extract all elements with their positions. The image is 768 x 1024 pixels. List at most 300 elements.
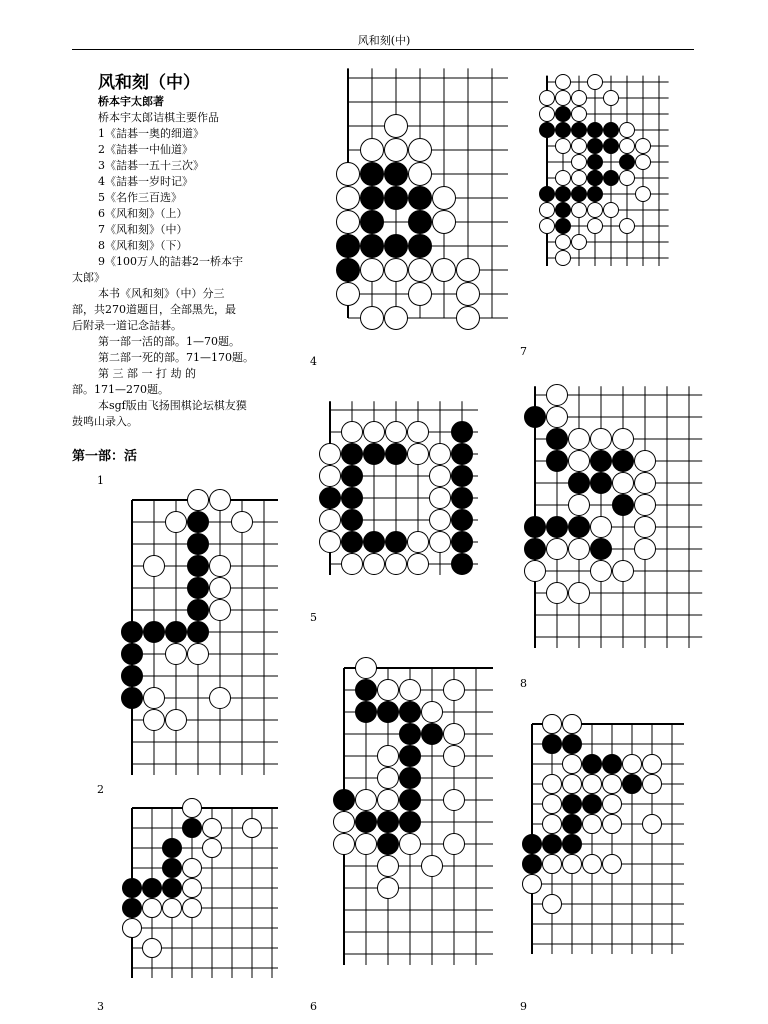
white-stone — [556, 251, 571, 266]
part2-line: 第二部一死的部。71—170题。 — [98, 351, 254, 364]
black-stone — [409, 187, 432, 210]
white-stone — [361, 307, 384, 330]
white-stone — [572, 107, 587, 122]
white-stone — [556, 91, 571, 106]
white-stone — [635, 539, 656, 560]
white-stone — [588, 203, 603, 218]
black-stone — [163, 879, 182, 898]
work-item: 3《詰碁一五十三次》 — [98, 159, 204, 172]
white-stone — [563, 855, 582, 874]
white-stone — [572, 235, 587, 250]
go-diagram-6 — [305, 660, 495, 990]
black-stone — [122, 644, 143, 665]
white-stone — [583, 815, 602, 834]
white-stone — [635, 495, 656, 516]
white-stone — [604, 91, 619, 106]
black-stone — [385, 163, 408, 186]
go-diagram-1 — [100, 488, 280, 778]
black-stone — [613, 495, 634, 516]
black-stone — [342, 488, 363, 509]
black-stone — [603, 755, 622, 774]
black-stone — [452, 466, 473, 487]
intro-text — [72, 72, 272, 430]
white-stone — [320, 510, 341, 531]
white-stone — [635, 473, 656, 494]
black-stone — [583, 795, 602, 814]
problem-number-4: 4 — [310, 355, 317, 368]
white-stone — [547, 385, 568, 406]
white-stone — [210, 556, 231, 577]
white-stone — [540, 203, 555, 218]
white-stone — [408, 532, 429, 553]
white-stone — [430, 532, 451, 553]
black-stone — [563, 815, 582, 834]
black-stone — [400, 702, 421, 723]
white-stone — [378, 790, 399, 811]
white-stone — [430, 444, 451, 465]
white-stone — [613, 473, 634, 494]
part3-line: 第 三 部 一 打 劫 的 — [98, 367, 196, 380]
white-stone — [583, 855, 602, 874]
black-stone — [364, 532, 385, 553]
white-stone — [547, 583, 568, 604]
problem-number-5: 5 — [310, 611, 317, 624]
white-stone — [166, 644, 187, 665]
white-stone — [422, 702, 443, 723]
white-stone — [635, 517, 656, 538]
white-stone — [603, 775, 622, 794]
black-stone — [356, 812, 377, 833]
black-stone — [163, 839, 182, 858]
white-stone — [569, 495, 590, 516]
white-stone — [166, 512, 187, 533]
white-stone — [603, 855, 622, 874]
black-stone — [356, 702, 377, 723]
white-stone — [386, 554, 407, 575]
go-diagram-7 — [520, 72, 700, 312]
white-stone — [144, 688, 165, 709]
white-stone — [385, 115, 408, 138]
black-stone — [540, 123, 555, 138]
white-stone — [543, 775, 562, 794]
white-stone — [210, 490, 231, 511]
white-stone — [166, 710, 187, 731]
book-author: 桥本宇太郎著 — [98, 95, 164, 108]
black-stone — [556, 107, 571, 122]
white-stone — [620, 171, 635, 186]
sgf-credit: 本sgf版由飞扬围棋论坛棋友獏 — [98, 399, 247, 412]
problem-number-1: 1 — [97, 474, 104, 487]
work-item: 5《名作三百选》 — [98, 191, 182, 204]
white-stone — [378, 680, 399, 701]
black-stone — [572, 123, 587, 138]
white-stone — [540, 107, 555, 122]
white-stone — [422, 856, 443, 877]
white-stone — [540, 91, 555, 106]
go-diagram-8 — [515, 380, 705, 650]
black-stone — [361, 211, 384, 234]
white-stone — [591, 429, 612, 450]
white-stone — [563, 775, 582, 794]
white-stone — [547, 539, 568, 560]
black-stone — [385, 235, 408, 258]
white-stone — [144, 710, 165, 731]
white-stone — [613, 561, 634, 582]
white-stone — [569, 429, 590, 450]
white-stone — [572, 139, 587, 154]
black-stone — [543, 735, 562, 754]
white-stone — [604, 203, 619, 218]
white-stone — [334, 812, 355, 833]
white-stone — [572, 203, 587, 218]
black-stone — [452, 510, 473, 531]
white-stone — [320, 444, 341, 465]
black-stone — [604, 139, 619, 154]
white-stone — [613, 429, 634, 450]
black-stone — [122, 688, 143, 709]
black-stone — [361, 235, 384, 258]
black-stone — [422, 724, 443, 745]
white-stone — [444, 790, 465, 811]
part3-line-cont: 部。171—270题。 — [72, 383, 169, 396]
white-stone — [337, 211, 360, 234]
works-heading: 桥本宇太郎诘棋主要作品 — [98, 111, 219, 124]
black-stone — [583, 755, 602, 774]
white-stone — [378, 856, 399, 877]
white-stone — [636, 187, 651, 202]
white-stone — [543, 895, 562, 914]
white-stone — [620, 219, 635, 234]
black-stone — [163, 859, 182, 878]
white-stone — [635, 451, 656, 472]
white-stone — [364, 554, 385, 575]
white-stone — [361, 139, 384, 162]
white-stone — [378, 768, 399, 789]
black-stone — [337, 235, 360, 258]
white-stone — [543, 855, 562, 874]
para-line: 本书《风和刻》（中）分三 — [98, 287, 225, 300]
white-stone — [386, 422, 407, 443]
black-stone — [569, 473, 590, 494]
white-stone — [356, 658, 377, 679]
black-stone — [556, 219, 571, 234]
header-rule — [72, 49, 694, 50]
white-stone — [143, 899, 162, 918]
white-stone — [356, 834, 377, 855]
white-stone — [563, 715, 582, 734]
black-stone — [452, 444, 473, 465]
black-stone — [556, 123, 571, 138]
problem-number-2: 2 — [97, 783, 104, 796]
black-stone — [569, 517, 590, 538]
problem-number-8: 8 — [520, 677, 527, 690]
black-stone — [591, 451, 612, 472]
black-stone — [166, 622, 187, 643]
black-stone — [320, 488, 341, 509]
black-stone — [183, 819, 202, 838]
work-item: 2《詰碁一中仙道》 — [98, 143, 193, 156]
white-stone — [123, 919, 142, 938]
white-stone — [378, 746, 399, 767]
white-stone — [320, 466, 341, 487]
white-stone — [444, 680, 465, 701]
white-stone — [183, 859, 202, 878]
white-stone — [572, 91, 587, 106]
white-stone — [188, 644, 209, 665]
black-stone — [334, 790, 355, 811]
white-stone — [643, 755, 662, 774]
black-stone — [188, 556, 209, 577]
white-stone — [232, 512, 253, 533]
white-stone — [620, 123, 635, 138]
black-stone — [122, 666, 143, 687]
white-stone — [337, 163, 360, 186]
white-stone — [543, 715, 562, 734]
white-stone — [433, 187, 456, 210]
white-stone — [356, 790, 377, 811]
white-stone — [400, 834, 421, 855]
white-stone — [572, 155, 587, 170]
black-stone — [556, 203, 571, 218]
white-stone — [569, 451, 590, 472]
black-stone — [452, 488, 473, 509]
black-stone — [122, 622, 143, 643]
works-list — [72, 126, 272, 286]
white-stone — [547, 407, 568, 428]
white-stone — [203, 819, 222, 838]
go-diagram-4 — [320, 70, 510, 320]
black-stone — [143, 879, 162, 898]
white-stone — [183, 879, 202, 898]
problem-number-3: 3 — [97, 1000, 104, 1013]
white-stone — [556, 75, 571, 90]
work-item: 4《詰碁一岁时记》 — [98, 175, 193, 188]
black-stone — [588, 155, 603, 170]
white-stone — [636, 139, 651, 154]
problem-number-9: 9 — [520, 1000, 527, 1013]
black-stone — [144, 622, 165, 643]
white-stone — [163, 899, 182, 918]
black-stone — [386, 532, 407, 553]
black-stone — [364, 444, 385, 465]
black-stone — [400, 768, 421, 789]
go-diagram-5 — [310, 400, 480, 580]
black-stone — [378, 812, 399, 833]
black-stone — [337, 259, 360, 282]
white-stone — [409, 283, 432, 306]
white-stone — [364, 422, 385, 443]
black-stone — [523, 855, 542, 874]
black-stone — [523, 835, 542, 854]
white-stone — [457, 259, 480, 282]
white-stone — [543, 815, 562, 834]
work-item-cont: 太郎》 — [72, 271, 105, 284]
white-stone — [603, 815, 622, 834]
black-stone — [604, 171, 619, 186]
problem-number-7: 7 — [520, 345, 527, 358]
white-stone — [409, 139, 432, 162]
work-item: 7《风和刻》（中） — [98, 223, 188, 236]
black-stone — [123, 879, 142, 898]
black-stone — [342, 444, 363, 465]
black-stone — [543, 835, 562, 854]
black-stone — [400, 746, 421, 767]
white-stone — [588, 75, 603, 90]
white-stone — [409, 259, 432, 282]
black-stone — [556, 187, 571, 202]
black-stone — [188, 622, 209, 643]
white-stone — [210, 688, 231, 709]
black-stone — [188, 512, 209, 533]
white-stone — [210, 600, 231, 621]
black-stone — [563, 795, 582, 814]
black-stone — [547, 517, 568, 538]
work-item: 1《詰碁一奥的细道》 — [98, 127, 204, 140]
white-stone — [444, 724, 465, 745]
white-stone — [144, 556, 165, 577]
black-stone — [620, 155, 635, 170]
black-stone — [356, 680, 377, 701]
black-stone — [385, 187, 408, 210]
white-stone — [409, 163, 432, 186]
black-stone — [386, 444, 407, 465]
white-stone — [591, 561, 612, 582]
white-stone — [210, 578, 231, 599]
black-stone — [188, 534, 209, 555]
white-stone — [342, 554, 363, 575]
white-stone — [540, 219, 555, 234]
white-stone — [543, 795, 562, 814]
white-stone — [203, 839, 222, 858]
white-stone — [183, 799, 202, 818]
white-stone — [433, 259, 456, 282]
sgf-credit-cont: 鼓鸣山录入。 — [72, 415, 138, 428]
white-stone — [569, 539, 590, 560]
white-stone — [588, 219, 603, 234]
white-stone — [591, 517, 612, 538]
black-stone — [400, 790, 421, 811]
black-stone — [452, 422, 473, 443]
white-stone — [334, 834, 355, 855]
black-stone — [540, 187, 555, 202]
running-header-title: 风和刻(中) — [357, 34, 411, 47]
white-stone — [457, 283, 480, 306]
white-stone — [143, 939, 162, 958]
black-stone — [572, 187, 587, 202]
black-stone — [452, 532, 473, 553]
white-stone — [342, 422, 363, 443]
white-stone — [408, 444, 429, 465]
white-stone — [563, 755, 582, 774]
black-stone — [342, 532, 363, 553]
white-stone — [188, 490, 209, 511]
white-stone — [525, 561, 546, 582]
problem-number-6: 6 — [310, 1000, 317, 1013]
black-stone — [361, 163, 384, 186]
white-stone — [603, 795, 622, 814]
white-stone — [556, 139, 571, 154]
white-stone — [444, 834, 465, 855]
work-item: 9《100万人的詰碁2一桥本宇 — [98, 255, 243, 268]
black-stone — [591, 539, 612, 560]
white-stone — [623, 755, 642, 774]
black-stone — [361, 187, 384, 210]
white-stone — [378, 878, 399, 899]
book-title: 风和刻（中） — [98, 73, 200, 93]
black-stone — [588, 123, 603, 138]
white-stone — [433, 211, 456, 234]
white-stone — [430, 488, 451, 509]
black-stone — [588, 171, 603, 186]
black-stone — [525, 407, 546, 428]
white-stone — [400, 680, 421, 701]
black-stone — [378, 834, 399, 855]
black-stone — [547, 429, 568, 450]
black-stone — [188, 578, 209, 599]
white-stone — [243, 819, 262, 838]
part1-heading: 第一部：活 — [72, 449, 138, 464]
work-item: 6《风和刻》（上） — [98, 207, 188, 220]
white-stone — [620, 139, 635, 154]
black-stone — [400, 812, 421, 833]
para-line: 部，共270道题目，全部黑先，最 — [72, 303, 236, 316]
black-stone — [378, 702, 399, 723]
white-stone — [430, 466, 451, 487]
white-stone — [556, 171, 571, 186]
black-stone — [591, 473, 612, 494]
black-stone — [613, 451, 634, 472]
white-stone — [430, 510, 451, 531]
white-stone — [337, 187, 360, 210]
black-stone — [409, 235, 432, 258]
black-stone — [400, 724, 421, 745]
white-stone — [583, 775, 602, 794]
white-stone — [444, 746, 465, 767]
white-stone — [408, 554, 429, 575]
white-stone — [337, 283, 360, 306]
black-stone — [563, 735, 582, 754]
white-stone — [556, 235, 571, 250]
black-stone — [188, 600, 209, 621]
white-stone — [385, 259, 408, 282]
white-stone — [320, 532, 341, 553]
white-stone — [183, 899, 202, 918]
black-stone — [452, 554, 473, 575]
white-stone — [643, 815, 662, 834]
black-stone — [547, 451, 568, 472]
black-stone — [588, 139, 603, 154]
white-stone — [457, 307, 480, 330]
white-stone — [636, 155, 651, 170]
go-diagram-2 — [100, 796, 280, 996]
work-item: 8《风和刻》（下） — [98, 239, 188, 252]
black-stone — [525, 517, 546, 538]
part1-line: 第一部一活的部。1—70题。 — [98, 335, 240, 348]
white-stone — [385, 307, 408, 330]
black-stone — [409, 211, 432, 234]
black-stone — [342, 510, 363, 531]
white-stone — [643, 775, 662, 794]
black-stone — [123, 899, 142, 918]
white-stone — [408, 422, 429, 443]
white-stone — [572, 171, 587, 186]
black-stone — [588, 187, 603, 202]
black-stone — [604, 123, 619, 138]
white-stone — [569, 583, 590, 604]
para-line: 后附录一道记念詰碁。 — [72, 319, 182, 332]
black-stone — [342, 466, 363, 487]
go-diagram-9 — [515, 715, 705, 975]
